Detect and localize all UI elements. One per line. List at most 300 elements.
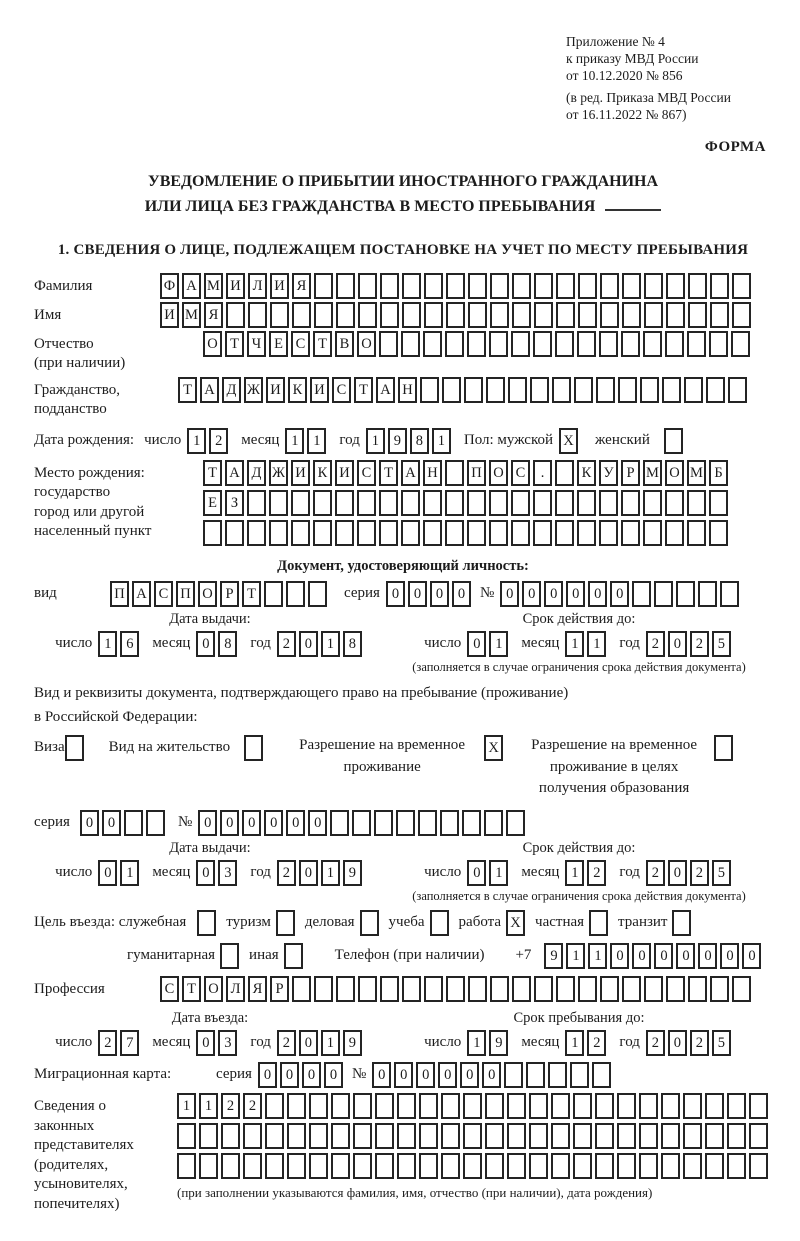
- char-box[interactable]: [441, 1153, 460, 1179]
- char-box[interactable]: 1: [199, 1093, 218, 1119]
- char-box[interactable]: [445, 460, 464, 486]
- char-box[interactable]: 0: [430, 581, 449, 607]
- char-box[interactable]: [666, 302, 685, 328]
- char-box[interactable]: 0: [102, 810, 121, 836]
- char-box[interactable]: [687, 520, 706, 546]
- char-box[interactable]: 1: [285, 428, 304, 454]
- char-box[interactable]: [507, 1123, 526, 1149]
- char-box[interactable]: [556, 273, 575, 299]
- char-box[interactable]: [599, 520, 618, 546]
- char-box[interactable]: [314, 273, 333, 299]
- char-box[interactable]: [595, 1123, 614, 1149]
- char-box[interactable]: [555, 520, 574, 546]
- char-box[interactable]: [424, 273, 443, 299]
- char-box[interactable]: [552, 377, 571, 403]
- char-box[interactable]: [336, 273, 355, 299]
- char-box[interactable]: 0: [467, 860, 486, 886]
- char-box[interactable]: [621, 331, 640, 357]
- char-box[interactable]: [441, 1123, 460, 1149]
- char-box[interactable]: [313, 520, 332, 546]
- char-box[interactable]: [463, 1123, 482, 1149]
- char-box[interactable]: 2: [277, 631, 296, 657]
- char-box[interactable]: 0: [98, 860, 117, 886]
- char-box[interactable]: [672, 910, 691, 936]
- char-box[interactable]: [177, 1123, 196, 1149]
- char-box[interactable]: [419, 1093, 438, 1119]
- char-box[interactable]: [512, 976, 531, 1002]
- char-box[interactable]: [243, 1153, 262, 1179]
- char-box[interactable]: [336, 976, 355, 1002]
- char-box[interactable]: 1: [587, 631, 606, 657]
- char-box[interactable]: О: [489, 460, 508, 486]
- char-box[interactable]: Т: [178, 377, 197, 403]
- char-box[interactable]: [705, 1153, 724, 1179]
- char-box[interactable]: [247, 490, 266, 516]
- char-box[interactable]: [512, 273, 531, 299]
- char-box[interactable]: [401, 331, 420, 357]
- char-box[interactable]: [666, 976, 685, 1002]
- char-box[interactable]: [440, 810, 459, 836]
- char-box[interactable]: [644, 302, 663, 328]
- char-box[interactable]: [551, 1093, 570, 1119]
- char-box[interactable]: [336, 302, 355, 328]
- char-box[interactable]: [573, 1093, 592, 1119]
- char-box[interactable]: [446, 976, 465, 1002]
- char-box[interactable]: 1: [565, 860, 584, 886]
- char-box[interactable]: [462, 810, 481, 836]
- char-box[interactable]: [578, 302, 597, 328]
- char-box[interactable]: [596, 377, 615, 403]
- char-box[interactable]: [397, 1093, 416, 1119]
- char-box[interactable]: [534, 273, 553, 299]
- char-box[interactable]: 0: [460, 1062, 479, 1088]
- char-box[interactable]: [490, 273, 509, 299]
- char-box[interactable]: Р: [621, 460, 640, 486]
- char-box[interactable]: 1: [321, 1030, 340, 1056]
- char-box[interactable]: [705, 1093, 724, 1119]
- char-box[interactable]: [511, 331, 530, 357]
- char-box[interactable]: 0: [196, 1030, 215, 1056]
- char-box[interactable]: [622, 302, 641, 328]
- char-box[interactable]: [331, 1123, 350, 1149]
- char-box[interactable]: А: [376, 377, 395, 403]
- char-box[interactable]: [308, 581, 327, 607]
- char-box[interactable]: [639, 1093, 658, 1119]
- char-box[interactable]: [353, 1123, 372, 1149]
- char-box[interactable]: [309, 1153, 328, 1179]
- char-box[interactable]: [397, 1123, 416, 1149]
- char-box[interactable]: [445, 490, 464, 516]
- char-box[interactable]: 0: [80, 810, 99, 836]
- char-box[interactable]: 1: [565, 1030, 584, 1056]
- char-box[interactable]: [335, 520, 354, 546]
- char-box[interactable]: [684, 377, 703, 403]
- char-box[interactable]: И: [310, 377, 329, 403]
- char-box[interactable]: Я: [248, 976, 267, 1002]
- char-box[interactable]: 1: [588, 943, 607, 969]
- char-box[interactable]: [203, 520, 222, 546]
- char-box[interactable]: [446, 273, 465, 299]
- char-box[interactable]: А: [225, 460, 244, 486]
- char-box[interactable]: [177, 1153, 196, 1179]
- char-box[interactable]: [313, 490, 332, 516]
- char-box[interactable]: [247, 520, 266, 546]
- char-box[interactable]: [468, 976, 487, 1002]
- char-box[interactable]: А: [200, 377, 219, 403]
- char-box[interactable]: [622, 976, 641, 1002]
- char-box[interactable]: [397, 1153, 416, 1179]
- char-box[interactable]: [570, 1062, 589, 1088]
- char-box[interactable]: [555, 490, 574, 516]
- char-box[interactable]: Н: [398, 377, 417, 403]
- char-box[interactable]: 0: [452, 581, 471, 607]
- char-box[interactable]: [401, 520, 420, 546]
- char-box[interactable]: [666, 273, 685, 299]
- char-box[interactable]: [375, 1123, 394, 1149]
- char-box[interactable]: 0: [544, 581, 563, 607]
- char-box[interactable]: 0: [286, 810, 305, 836]
- char-box[interactable]: [595, 1153, 614, 1179]
- char-box[interactable]: [467, 490, 486, 516]
- char-box[interactable]: [420, 377, 439, 403]
- char-box[interactable]: [698, 581, 717, 607]
- char-box[interactable]: [379, 490, 398, 516]
- char-box[interactable]: [379, 520, 398, 546]
- char-box[interactable]: 2: [209, 428, 228, 454]
- char-box[interactable]: 6: [120, 631, 139, 657]
- char-box[interactable]: 1: [489, 860, 508, 886]
- char-box[interactable]: [357, 490, 376, 516]
- char-box[interactable]: 1: [366, 428, 385, 454]
- char-box[interactable]: 9: [489, 1030, 508, 1056]
- char-box[interactable]: Р: [270, 976, 289, 1002]
- char-box[interactable]: Ж: [269, 460, 288, 486]
- char-box[interactable]: П: [467, 460, 486, 486]
- char-box[interactable]: Д: [247, 460, 266, 486]
- char-box[interactable]: 2: [646, 860, 665, 886]
- char-box[interactable]: [592, 1062, 611, 1088]
- char-box[interactable]: [358, 302, 377, 328]
- char-box[interactable]: П: [176, 581, 195, 607]
- char-box[interactable]: [442, 377, 461, 403]
- char-box[interactable]: И: [266, 377, 285, 403]
- char-box[interactable]: [555, 460, 574, 486]
- char-box[interactable]: 2: [690, 1030, 709, 1056]
- char-box[interactable]: [335, 490, 354, 516]
- char-box[interactable]: [486, 377, 505, 403]
- char-box[interactable]: [226, 302, 245, 328]
- char-box[interactable]: 0: [482, 1062, 501, 1088]
- char-box[interactable]: [511, 520, 530, 546]
- char-box[interactable]: [683, 1093, 702, 1119]
- char-box[interactable]: [709, 490, 728, 516]
- char-box[interactable]: И: [291, 460, 310, 486]
- char-box[interactable]: [662, 377, 681, 403]
- char-box[interactable]: 0: [242, 810, 261, 836]
- char-box[interactable]: [467, 520, 486, 546]
- char-box[interactable]: 0: [280, 1062, 299, 1088]
- char-box[interactable]: [683, 1123, 702, 1149]
- char-box[interactable]: 2: [646, 1030, 665, 1056]
- char-box[interactable]: [396, 810, 415, 836]
- char-box[interactable]: Ф: [160, 273, 179, 299]
- char-box[interactable]: [688, 273, 707, 299]
- char-box[interactable]: [270, 302, 289, 328]
- char-box[interactable]: 9: [544, 943, 563, 969]
- char-box[interactable]: [199, 1123, 218, 1149]
- char-box[interactable]: [360, 910, 379, 936]
- char-box[interactable]: [749, 1123, 768, 1149]
- char-box[interactable]: Т: [313, 331, 332, 357]
- char-box[interactable]: [463, 1093, 482, 1119]
- char-box[interactable]: [589, 910, 608, 936]
- char-box[interactable]: 0: [394, 1062, 413, 1088]
- char-box[interactable]: 1: [566, 943, 585, 969]
- char-box[interactable]: [578, 273, 597, 299]
- char-box[interactable]: [331, 1093, 350, 1119]
- char-box[interactable]: И: [160, 302, 179, 328]
- char-box[interactable]: 0: [196, 631, 215, 657]
- char-box[interactable]: 0: [467, 631, 486, 657]
- char-box[interactable]: 0: [386, 581, 405, 607]
- char-box[interactable]: [446, 302, 465, 328]
- char-box[interactable]: [489, 520, 508, 546]
- char-box[interactable]: [504, 1062, 523, 1088]
- char-box[interactable]: [358, 273, 377, 299]
- char-box[interactable]: [445, 520, 464, 546]
- char-box[interactable]: [578, 976, 597, 1002]
- char-box[interactable]: [621, 520, 640, 546]
- char-box[interactable]: Л: [226, 976, 245, 1002]
- char-box[interactable]: [265, 1093, 284, 1119]
- char-box[interactable]: [379, 331, 398, 357]
- char-box[interactable]: [600, 976, 619, 1002]
- char-box[interactable]: 2: [277, 860, 296, 886]
- char-box[interactable]: [617, 1123, 636, 1149]
- char-box[interactable]: [732, 976, 751, 1002]
- char-box[interactable]: 0: [324, 1062, 343, 1088]
- char-box[interactable]: [286, 581, 305, 607]
- char-box[interactable]: 0: [416, 1062, 435, 1088]
- char-box[interactable]: 1: [432, 428, 451, 454]
- char-box[interactable]: [489, 331, 508, 357]
- char-box[interactable]: [599, 331, 618, 357]
- char-box[interactable]: [401, 490, 420, 516]
- char-box[interactable]: 1: [489, 631, 508, 657]
- char-box[interactable]: [749, 1093, 768, 1119]
- char-box[interactable]: [463, 1153, 482, 1179]
- char-box[interactable]: [709, 331, 728, 357]
- char-box[interactable]: 9: [343, 1030, 362, 1056]
- char-box[interactable]: [358, 976, 377, 1002]
- char-box[interactable]: [661, 1093, 680, 1119]
- char-box[interactable]: 3: [218, 1030, 237, 1056]
- char-box[interactable]: [287, 1153, 306, 1179]
- char-box[interactable]: [710, 273, 729, 299]
- char-box[interactable]: [353, 1093, 372, 1119]
- char-box[interactable]: [529, 1153, 548, 1179]
- char-box[interactable]: [654, 581, 673, 607]
- char-box[interactable]: X: [484, 735, 503, 761]
- char-box[interactable]: [423, 490, 442, 516]
- char-box[interactable]: 5: [712, 631, 731, 657]
- char-box[interactable]: [402, 302, 421, 328]
- char-box[interactable]: 0: [196, 860, 215, 886]
- char-box[interactable]: [665, 331, 684, 357]
- char-box[interactable]: [418, 810, 437, 836]
- char-box[interactable]: [292, 976, 311, 1002]
- char-box[interactable]: [467, 331, 486, 357]
- char-box[interactable]: 1: [565, 631, 584, 657]
- char-box[interactable]: [146, 810, 165, 836]
- char-box[interactable]: [490, 302, 509, 328]
- char-box[interactable]: Я: [204, 302, 223, 328]
- char-box[interactable]: [375, 1153, 394, 1179]
- char-box[interactable]: [533, 331, 552, 357]
- char-box[interactable]: Т: [379, 460, 398, 486]
- char-box[interactable]: [727, 1093, 746, 1119]
- char-box[interactable]: 0: [588, 581, 607, 607]
- char-box[interactable]: О: [203, 331, 222, 357]
- char-box[interactable]: [639, 1123, 658, 1149]
- char-box[interactable]: [423, 331, 442, 357]
- char-box[interactable]: 1: [98, 631, 117, 657]
- char-box[interactable]: 0: [742, 943, 761, 969]
- char-box[interactable]: 0: [500, 581, 519, 607]
- char-box[interactable]: Л: [248, 273, 267, 299]
- char-box[interactable]: [124, 810, 143, 836]
- char-box[interactable]: [676, 581, 695, 607]
- char-box[interactable]: [548, 1062, 567, 1088]
- char-box[interactable]: 0: [668, 1030, 687, 1056]
- char-box[interactable]: [352, 810, 371, 836]
- char-box[interactable]: [402, 976, 421, 1002]
- char-box[interactable]: [687, 331, 706, 357]
- char-box[interactable]: 0: [522, 581, 541, 607]
- char-box[interactable]: [643, 520, 662, 546]
- char-box[interactable]: [375, 1093, 394, 1119]
- char-box[interactable]: С: [357, 460, 376, 486]
- char-box[interactable]: [197, 910, 216, 936]
- char-box[interactable]: М: [204, 273, 223, 299]
- char-box[interactable]: [220, 943, 239, 969]
- char-box[interactable]: [485, 1123, 504, 1149]
- char-box[interactable]: [507, 1093, 526, 1119]
- char-box[interactable]: [464, 377, 483, 403]
- char-box[interactable]: [512, 302, 531, 328]
- char-box[interactable]: Т: [203, 460, 222, 486]
- char-box[interactable]: [380, 302, 399, 328]
- char-box[interactable]: [526, 1062, 545, 1088]
- char-box[interactable]: Е: [269, 331, 288, 357]
- char-box[interactable]: М: [687, 460, 706, 486]
- char-box[interactable]: [551, 1123, 570, 1149]
- char-box[interactable]: 0: [632, 943, 651, 969]
- char-box[interactable]: [243, 1123, 262, 1149]
- char-box[interactable]: .: [533, 460, 552, 486]
- char-box[interactable]: [485, 1153, 504, 1179]
- char-box[interactable]: [287, 1123, 306, 1149]
- char-box[interactable]: [551, 1153, 570, 1179]
- char-box[interactable]: 3: [218, 860, 237, 886]
- char-box[interactable]: 1: [120, 860, 139, 886]
- char-box[interactable]: [248, 302, 267, 328]
- char-box[interactable]: 8: [218, 631, 237, 657]
- char-box[interactable]: [529, 1123, 548, 1149]
- char-box[interactable]: [644, 273, 663, 299]
- char-box[interactable]: 0: [264, 810, 283, 836]
- char-box[interactable]: З: [225, 490, 244, 516]
- char-box[interactable]: С: [332, 377, 351, 403]
- char-box[interactable]: [292, 302, 311, 328]
- char-box[interactable]: 0: [258, 1062, 277, 1088]
- char-box[interactable]: [732, 273, 751, 299]
- char-box[interactable]: [511, 490, 530, 516]
- char-box[interactable]: [573, 1153, 592, 1179]
- char-box[interactable]: И: [226, 273, 245, 299]
- char-box[interactable]: 5: [712, 860, 731, 886]
- char-box[interactable]: О: [204, 976, 223, 1002]
- char-box[interactable]: [485, 1093, 504, 1119]
- char-box[interactable]: Ч: [247, 331, 266, 357]
- char-box[interactable]: Ж: [244, 377, 263, 403]
- char-box[interactable]: [643, 331, 662, 357]
- char-box[interactable]: 9: [343, 860, 362, 886]
- char-box[interactable]: К: [288, 377, 307, 403]
- char-box[interactable]: [687, 490, 706, 516]
- char-box[interactable]: Е: [203, 490, 222, 516]
- char-box[interactable]: [577, 490, 596, 516]
- char-box[interactable]: [705, 1123, 724, 1149]
- char-box[interactable]: [599, 490, 618, 516]
- char-box[interactable]: 2: [587, 860, 606, 886]
- char-box[interactable]: [221, 1123, 240, 1149]
- char-box[interactable]: [577, 331, 596, 357]
- char-box[interactable]: 0: [610, 943, 629, 969]
- char-box[interactable]: [269, 520, 288, 546]
- char-box[interactable]: [710, 976, 729, 1002]
- char-box[interactable]: [490, 976, 509, 1002]
- char-box[interactable]: И: [270, 273, 289, 299]
- char-box[interactable]: Я: [292, 273, 311, 299]
- char-box[interactable]: [595, 1093, 614, 1119]
- char-box[interactable]: К: [577, 460, 596, 486]
- char-box[interactable]: [727, 1153, 746, 1179]
- char-box[interactable]: Т: [225, 331, 244, 357]
- char-box[interactable]: А: [132, 581, 151, 607]
- char-box[interactable]: [683, 1153, 702, 1179]
- char-box[interactable]: [732, 302, 751, 328]
- char-box[interactable]: [357, 520, 376, 546]
- char-box[interactable]: [661, 1123, 680, 1149]
- char-box[interactable]: У: [599, 460, 618, 486]
- char-box[interactable]: 2: [243, 1093, 262, 1119]
- char-box[interactable]: 9: [388, 428, 407, 454]
- char-box[interactable]: О: [357, 331, 376, 357]
- char-box[interactable]: 2: [690, 860, 709, 886]
- char-box[interactable]: М: [182, 302, 201, 328]
- char-box[interactable]: 5: [712, 1030, 731, 1056]
- char-box[interactable]: 1: [177, 1093, 196, 1119]
- char-box[interactable]: [380, 273, 399, 299]
- char-box[interactable]: [402, 273, 421, 299]
- char-box[interactable]: [749, 1153, 768, 1179]
- char-box[interactable]: [221, 1153, 240, 1179]
- char-box[interactable]: П: [110, 581, 129, 607]
- char-box[interactable]: С: [160, 976, 179, 1002]
- char-box[interactable]: 0: [668, 860, 687, 886]
- char-box[interactable]: [573, 1123, 592, 1149]
